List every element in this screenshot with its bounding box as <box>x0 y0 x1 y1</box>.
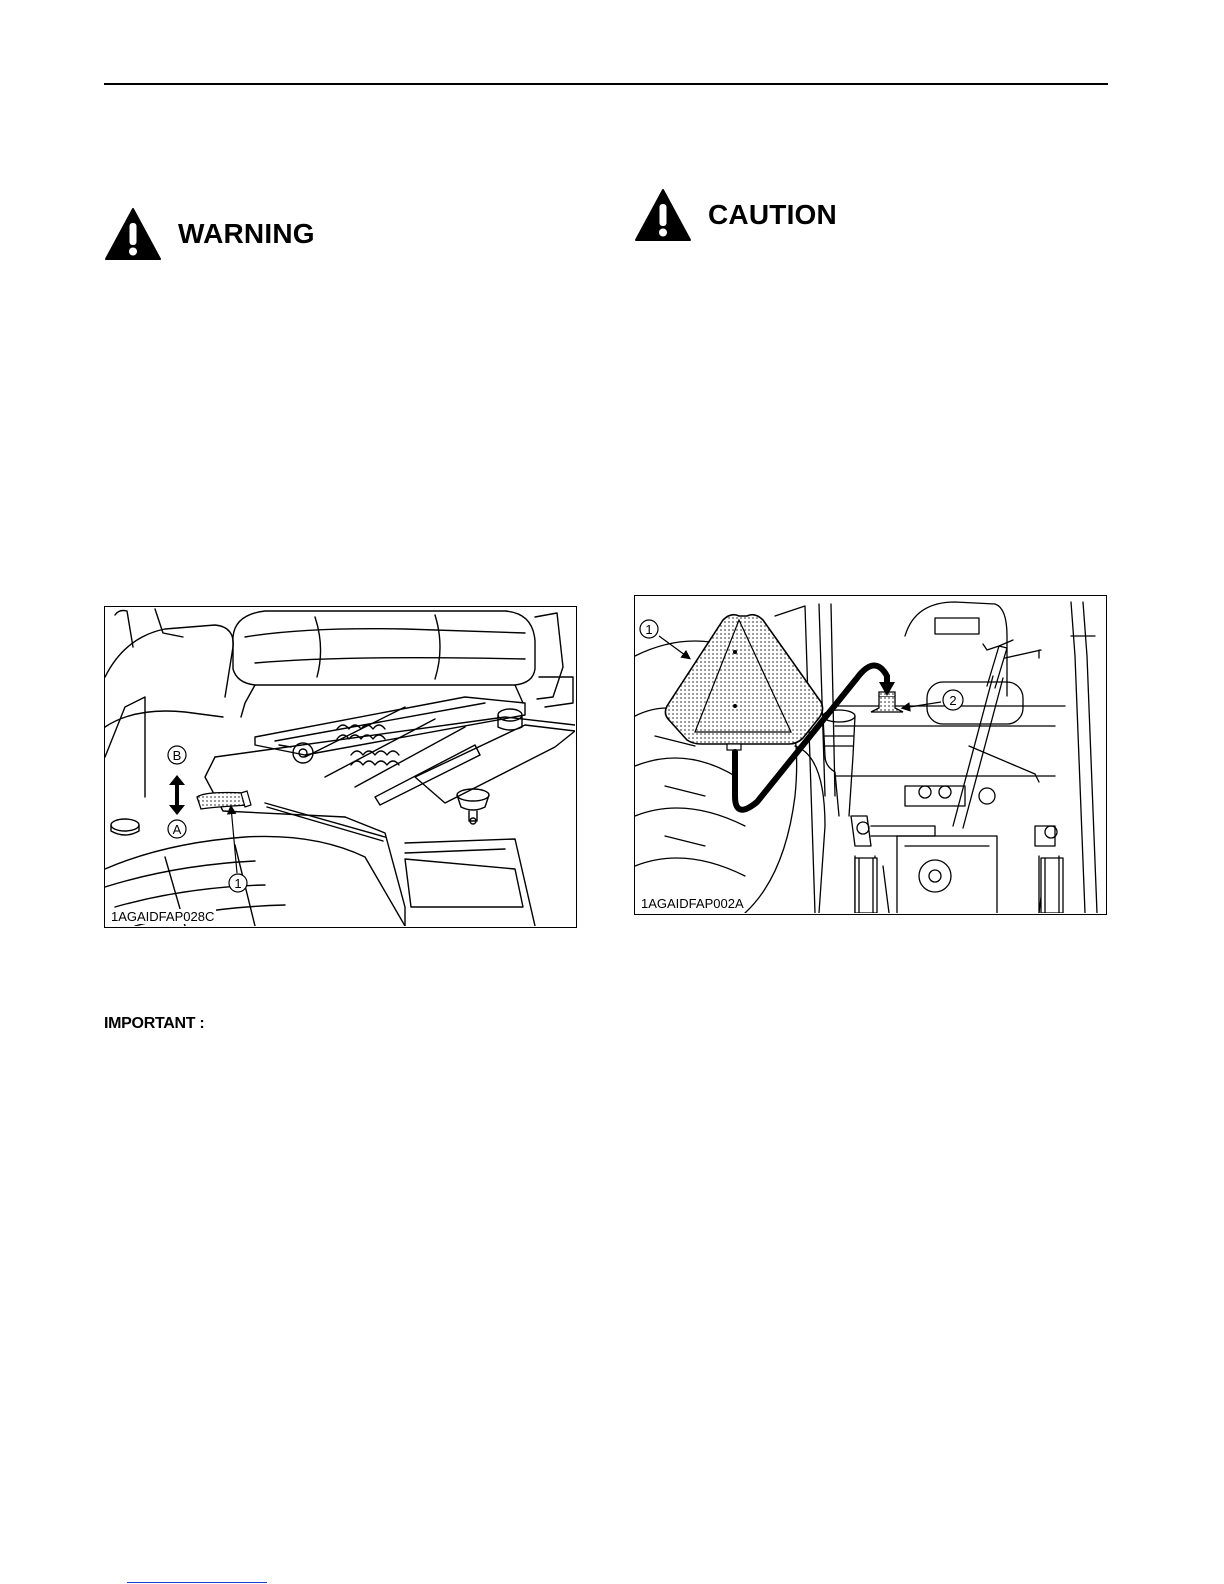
caution-triangle-icon <box>634 188 692 242</box>
callout-1: 1 <box>234 876 242 891</box>
smv-emblem-illustration <box>635 596 1105 913</box>
footer-link-underline[interactable] <box>127 1582 267 1583</box>
figure-seat-adjustment <box>104 606 577 928</box>
warning-label: WARNING <box>178 218 315 249</box>
callout-b: B <box>172 748 182 763</box>
callout-a: A <box>172 822 182 837</box>
figure-smv-emblem <box>634 595 1107 915</box>
warning-heading <box>104 207 315 261</box>
callout-2-right: 2 <box>949 693 957 708</box>
figure-id-left: 1AGAIDFAP028C <box>111 909 215 924</box>
up-down-arrow-icon <box>169 775 185 815</box>
callout-1-right: 1 <box>645 622 653 637</box>
figure-id-right: 1AGAIDFAP002A <box>641 896 744 911</box>
warning-triangle-icon <box>104 207 162 261</box>
caution-heading <box>634 188 837 242</box>
important-label: IMPORTANT : <box>104 1015 205 1032</box>
caution-label: CAUTION <box>708 199 837 230</box>
seat-illustration <box>105 607 575 926</box>
header-rule <box>104 83 1108 85</box>
smv-triangle <box>665 615 822 750</box>
